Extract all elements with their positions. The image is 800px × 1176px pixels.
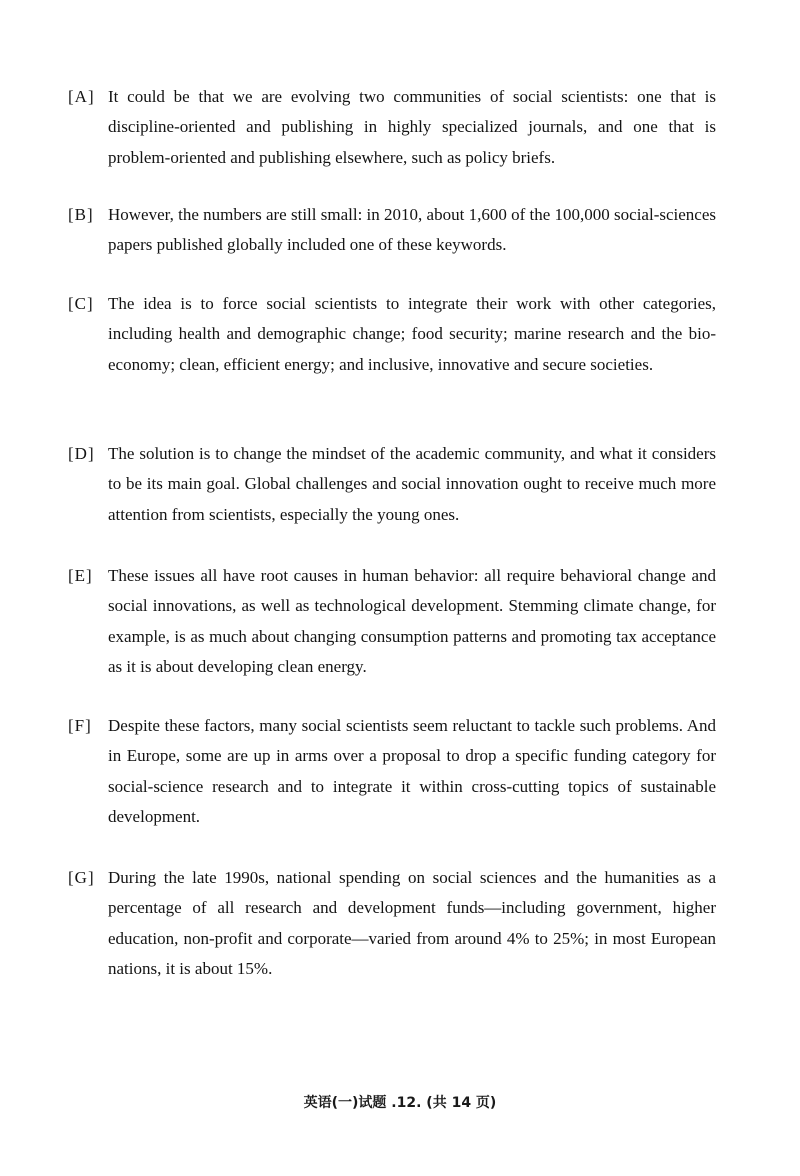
- option-a-label: [A]: [68, 87, 95, 106]
- option-f: [68, 711, 716, 832]
- option-e: [68, 561, 716, 682]
- option-b-text: However, the numbers are still small: in 2010, about 1,600 of the 100,000 social-sciences papers published globally included one of these keywords.: [108, 205, 716, 255]
- option-g: [68, 863, 716, 984]
- option-g-text: During the late 1990s, national spending on social sciences and the humanities as a percentage of all research and development funds—including government, higher education, non-profit and corporate—varied from around 4% to 25%; in most European nations, it is about 15%.: [108, 868, 716, 978]
- option-f-label: [F]: [68, 716, 92, 735]
- option-b-label: [B]: [68, 205, 94, 224]
- option-g-label: [G]: [68, 868, 95, 887]
- option-d: [68, 439, 716, 530]
- page-footer: 英语(一)试题 .12. (共 14 页): [303, 1095, 497, 1111]
- option-a: [68, 82, 716, 173]
- option-a-text: It could be that we are evolving two communities of social scientists: one that is discipline-oriented and publishing in highly specialized journals, and one that is problem-oriented and publishing elsewhere, such as policy briefs.: [108, 87, 716, 167]
- option-d-label: [D]: [68, 444, 95, 463]
- option-c-text: The idea is to force social scientists to integrate their work with other categories, including health and demographic change; food security; marine research and the bio-economy; clean, efficient energy; and inclusive, innovative and secure societies.: [108, 294, 716, 374]
- option-c-label: [C]: [68, 294, 94, 313]
- option-b: [68, 200, 716, 261]
- option-e-text: These issues all have root causes in human behavior: all require behavioral change and social innovations, as well as technological development. Stemming climate change, for example, is as much about changing consumption patterns and promoting tax acceptance as it is about developing clean energy.: [108, 566, 716, 676]
- option-f-text: Despite these factors, many social scientists seem reluctant to tackle such problems. And in Europe, some are up in arms over a proposal to drop a specific funding category for social-science research and to integrate it within cross-cutting topics of sustainable development.: [108, 716, 716, 826]
- option-c: [68, 289, 716, 380]
- option-e-label: [E]: [68, 566, 93, 585]
- option-d-text: The solution is to change the mindset of the academic community, and what it considers to be its main goal. Global challenges and social innovation ought to receive much more attention from scientists, especially the young ones.: [108, 444, 716, 524]
